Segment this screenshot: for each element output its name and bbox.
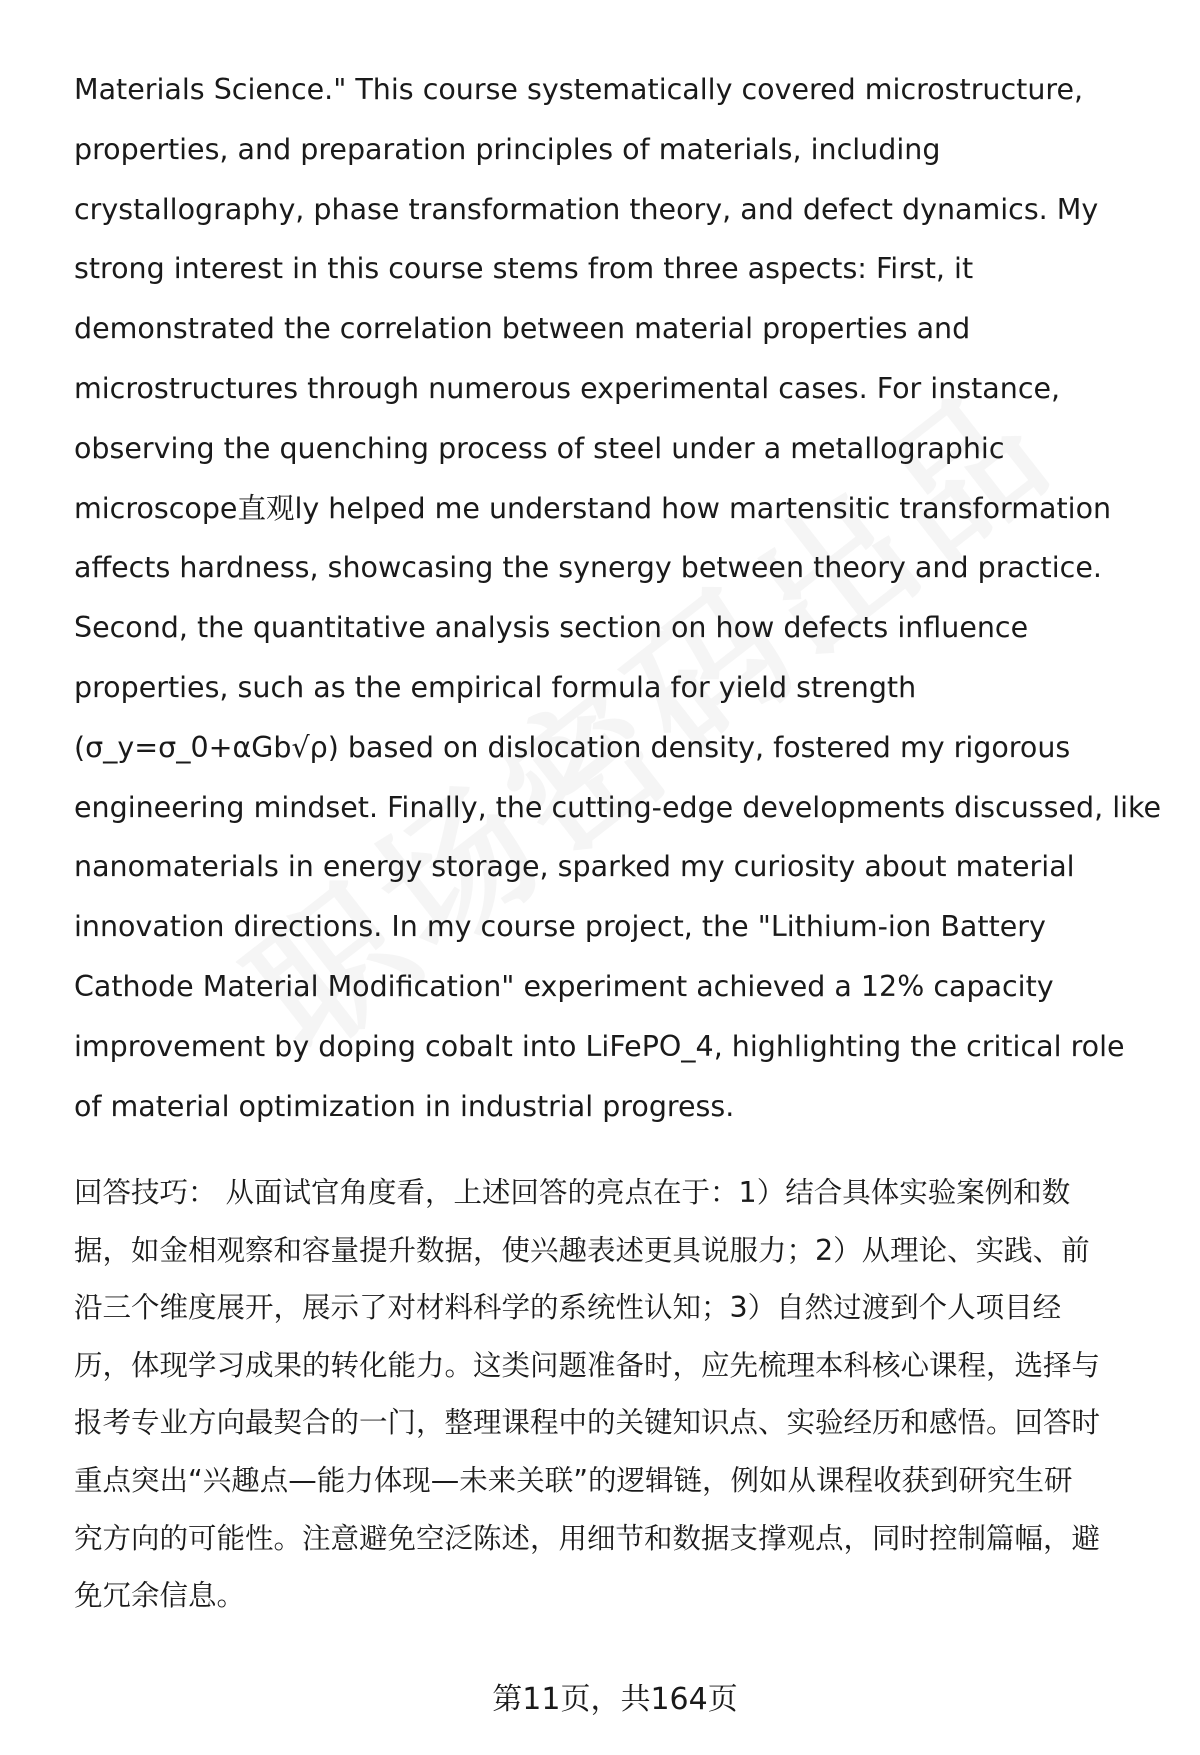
answer-paragraph: Materials Science." This course systematically covered microstructure, properties, and preparation principles of materials, including crystallography, phase transformation theory, and defect dynamics. My strong interest in this course stems from three aspects: First, it demonstrated the correlation between material properties and microstructures through numerous experimental cases. For instance, observing the quenching process of steel under a metallographic microscope直观ly helped me understand how martensitic transformation affects hardness, showcasing the synergy between theory and practice. Second, the quantitative analysis section on how defects influence properties, such as the empirical formula for yield strength (σ_y=σ_0+αGb√ρ) based on dislocation density, fostered my rigorous engineering mindset. Finally, the cutting-edge developments discussed, like nanomaterials in energy storage, sparked my curiosity about material innovation directions. In my course project, the "Lithium-ion Battery Cathode Material Modification" experiment achieved a 12% capacity improvement by doping cobalt into LiFePO_4, highlighting the critical role of material optimization in industrial progress. [74,73,1162,1123]
tips-paragraph: 回答技巧： 从面试官角度看，上述回答的亮点在于：1）结合具体实验案例和数 据，如金相观察和容量提升数据，使兴趣表述更具说服力；2）从理论、实践、前 沿三个维度展开，展示了对材料科学的系统性认知；3）自然过渡到个人项目经 历，体现学习成果的转化能力。这类问题准备时，应先梳理本科核心课程，选择与 报考专业方向最契合的一门，整理课程中的关键知识点、实验经历和感悟。回答时 重点突出“兴趣点—能力体现—未来关联”的逻辑链，例如从课程收获到研究生研 究方向的可能性。注意避免空泛陈述，用细节和数据支撑观点，同时控制篇幅，避 免冗余信息。 [74,1176,1101,1613]
page-number: 第11页，共164页 [492,1682,738,1717]
